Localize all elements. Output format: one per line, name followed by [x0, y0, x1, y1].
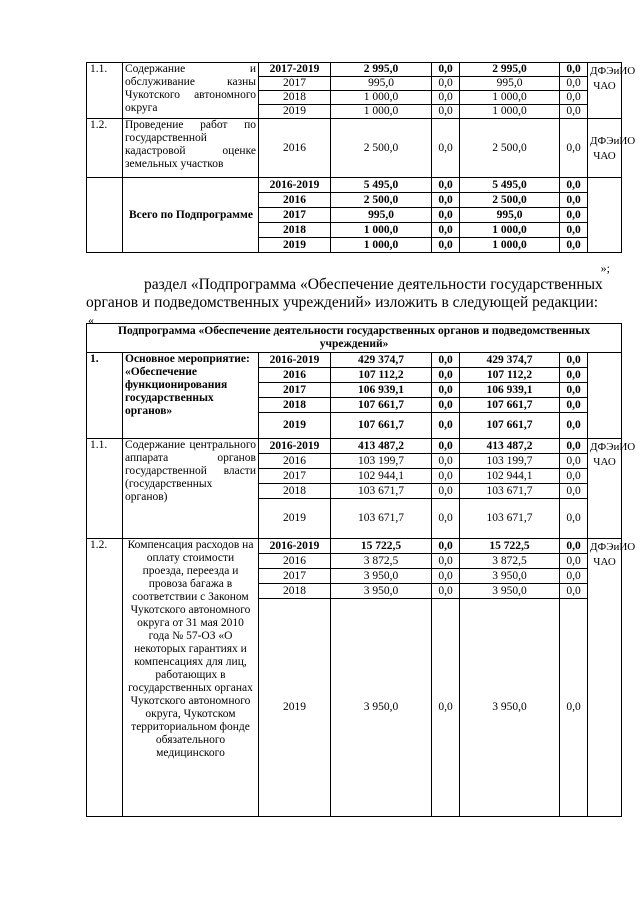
value-cell: 0,0 — [432, 193, 460, 208]
value-cell: 0,0 — [432, 539, 460, 554]
year-cell: 2017 — [259, 469, 331, 484]
year-cell: 2017 — [259, 383, 331, 398]
total-cell: 5 495,0 — [331, 178, 432, 193]
value-cell: 429 374,7 — [460, 353, 560, 368]
value-cell: 995,0 — [460, 77, 560, 91]
value-cell: 0,0 — [560, 178, 588, 193]
value-cell: 0,0 — [432, 469, 460, 484]
value-cell: 0,0 — [560, 368, 588, 383]
value-cell: 0,0 — [432, 554, 460, 569]
closing-quote: »; — [600, 261, 610, 275]
total-cell: 102 944,1 — [331, 469, 432, 484]
total-cell: 103 671,7 — [331, 484, 432, 499]
value-cell: 0,0 — [560, 539, 588, 554]
value-cell: 0,0 — [560, 454, 588, 469]
value-cell: 0,0 — [560, 105, 588, 119]
total-cell: 413 487,2 — [331, 439, 432, 454]
value-cell: 0,0 — [560, 223, 588, 238]
value-cell: 0,0 — [432, 413, 460, 439]
total-cell: 2 500,0 — [331, 193, 432, 208]
year-cell: 2017 — [259, 208, 331, 223]
value-cell: 0,0 — [560, 398, 588, 413]
value-cell: 0,0 — [432, 77, 460, 91]
row-number: 1.1. — [87, 63, 123, 119]
value-cell: 102 944,1 — [460, 469, 560, 484]
total-cell: 3 950,0 — [331, 599, 432, 817]
row-title: Содержание и обслуживание казны Чукотского автономного округа — [123, 63, 259, 119]
total-cell: 995,0 — [331, 208, 432, 223]
row-number: 1. — [87, 353, 123, 439]
value-cell: 0,0 — [432, 223, 460, 238]
value-cell: 0,0 — [432, 105, 460, 119]
value-cell: 0,0 — [432, 499, 460, 539]
total-cell: 3 950,0 — [331, 569, 432, 584]
value-cell: 3 872,5 — [460, 554, 560, 569]
row-number: 1.1. — [87, 439, 123, 539]
value-cell: 107 661,7 — [460, 398, 560, 413]
value-cell: 103 671,7 — [460, 499, 560, 539]
total-label: Всего по Подпрограмме — [123, 178, 259, 253]
row-title: Основное мероприятие: «Обеспечение функционирования государственных органов» — [123, 353, 259, 439]
year-cell: 2017 — [259, 569, 331, 584]
value-cell: 0,0 — [560, 584, 588, 599]
value-cell: 2 995,0 — [460, 63, 560, 77]
value-cell: 0,0 — [432, 569, 460, 584]
value-cell: 15 722,5 — [460, 539, 560, 554]
total-cell: 106 939,1 — [331, 383, 432, 398]
total-cell: 107 661,7 — [331, 398, 432, 413]
value-cell: 107 112,2 — [460, 368, 560, 383]
total-cell: 103 199,7 — [331, 454, 432, 469]
value-cell: 1 000,0 — [460, 238, 560, 253]
value-cell: 0,0 — [560, 469, 588, 484]
value-cell: 0,0 — [432, 439, 460, 454]
value-cell: 2 500,0 — [460, 193, 560, 208]
total-cell: 429 374,7 — [331, 353, 432, 368]
row-title: Содержание центрального аппарата органов государственной власти (государственных органов) — [123, 439, 259, 539]
opening-quote: « — [88, 313, 94, 327]
value-cell: 0,0 — [432, 178, 460, 193]
value-cell: 0,0 — [432, 383, 460, 398]
total-cell: 3 950,0 — [331, 584, 432, 599]
year-cell: 2016 — [259, 193, 331, 208]
value-cell: 0,0 — [432, 599, 460, 817]
value-cell: 2 500,0 — [460, 119, 560, 178]
executor-cell: ДФЭиИО ЧАО — [588, 439, 622, 539]
executor-cell: ДФЭиИО ЧАО — [588, 539, 622, 817]
value-cell: 1 000,0 — [460, 91, 560, 105]
value-cell: 0,0 — [560, 413, 588, 439]
value-cell: 0,0 — [560, 484, 588, 499]
value-cell: 0,0 — [560, 193, 588, 208]
executor-cell: ДФЭиИО ЧАО — [588, 63, 622, 119]
value-cell: 0,0 — [432, 584, 460, 599]
year-cell: 2018 — [259, 584, 331, 599]
row-title: Компенсация расходов на оплату стоимости проезда, переезда и провоза багажа в соответствии с Законом Чукотского автономного округа от 31 мая 2010 года № 57-ОЗ «О некоторых гарантиях и компенсациях для лиц, работающих в государственных органах Чукотского автономного округа, Чукотском территориальном фонде обязательного медицинского — [123, 539, 259, 817]
value-cell: 413 487,2 — [460, 439, 560, 454]
year-cell: 2017 — [259, 77, 331, 91]
year-cell: 2016-2019 — [259, 353, 331, 368]
value-cell: 0,0 — [560, 569, 588, 584]
year-cell: 2016 — [259, 554, 331, 569]
total-cell: 1 000,0 — [331, 238, 432, 253]
executor-cell: ДФЭиИО ЧАО — [588, 119, 622, 178]
value-cell: 103 671,7 — [460, 484, 560, 499]
year-cell: 2017-2019 — [259, 63, 331, 77]
total-cell: 107 661,7 — [331, 413, 432, 439]
row-number: 1.2. — [87, 119, 123, 178]
year-cell: 2018 — [259, 223, 331, 238]
value-cell: 0,0 — [560, 499, 588, 539]
year-cell: 2018 — [259, 484, 331, 499]
year-cell: 2019 — [259, 238, 331, 253]
total-cell: 3 872,5 — [331, 554, 432, 569]
value-cell: 0,0 — [432, 454, 460, 469]
year-cell: 2019 — [259, 499, 331, 539]
year-cell: 2018 — [259, 398, 331, 413]
year-cell: 2016-2019 — [259, 439, 331, 454]
value-cell: 5 495,0 — [460, 178, 560, 193]
value-cell: 103 199,7 — [460, 454, 560, 469]
year-cell: 2019 — [259, 105, 331, 119]
empty-cell — [588, 178, 622, 253]
value-cell: 0,0 — [432, 238, 460, 253]
total-cell: 1 000,0 — [331, 105, 432, 119]
value-cell: 3 950,0 — [460, 584, 560, 599]
value-cell: 0,0 — [560, 77, 588, 91]
year-cell: 2018 — [259, 91, 331, 105]
row-title: Проведение работ по государственной кадастровой оценке земельных участков — [123, 119, 259, 178]
table-subprogram-1 — [86, 62, 636, 253]
table-header: Подпрограмма «Обеспечение деятельности государственных органов и подведомственных учреждений» — [87, 324, 622, 353]
value-cell: 0,0 — [432, 208, 460, 223]
value-cell: 0,0 — [560, 554, 588, 569]
paragraph-line-2: органов и подведомственных учреждений» изложить в следующей редакции: — [86, 294, 599, 311]
total-cell: 1 000,0 — [331, 91, 432, 105]
value-cell: 1 000,0 — [460, 105, 560, 119]
value-cell: 0,0 — [560, 63, 588, 77]
empty-cell — [588, 353, 622, 439]
empty-cell — [87, 178, 123, 253]
value-cell: 0,0 — [560, 119, 588, 178]
table-subprogram-2 — [86, 323, 636, 817]
value-cell: 0,0 — [432, 353, 460, 368]
year-cell: 2016 — [259, 119, 331, 178]
value-cell: 0,0 — [560, 353, 588, 368]
row-number: 1.2. — [87, 539, 123, 817]
total-cell: 15 722,5 — [331, 539, 432, 554]
year-cell: 2016 — [259, 454, 331, 469]
value-cell: 3 950,0 — [460, 569, 560, 584]
total-cell: 103 671,7 — [331, 499, 432, 539]
value-cell: 106 939,1 — [460, 383, 560, 398]
value-cell: 1 000,0 — [460, 223, 560, 238]
total-cell: 1 000,0 — [331, 223, 432, 238]
value-cell: 0,0 — [560, 439, 588, 454]
value-cell: 0,0 — [432, 119, 460, 178]
year-cell: 2019 — [259, 599, 331, 817]
year-cell: 2016-2019 — [259, 539, 331, 554]
total-cell: 107 112,2 — [331, 368, 432, 383]
value-cell: 995,0 — [460, 208, 560, 223]
total-cell: 995,0 — [331, 77, 432, 91]
value-cell: 0,0 — [432, 91, 460, 105]
value-cell: 107 661,7 — [460, 413, 560, 439]
value-cell: 0,0 — [560, 599, 588, 817]
value-cell: 0,0 — [432, 63, 460, 77]
value-cell: 0,0 — [560, 208, 588, 223]
total-cell: 2 995,0 — [331, 63, 432, 77]
value-cell: 0,0 — [560, 238, 588, 253]
value-cell: 0,0 — [432, 484, 460, 499]
year-cell: 2016-2019 — [259, 178, 331, 193]
paragraph-line-1: раздел «Подпрограмма «Обеспечение деятельности государственных — [144, 276, 603, 293]
total-cell: 2 500,0 — [331, 119, 432, 178]
value-cell: 0,0 — [432, 368, 460, 383]
value-cell: 0,0 — [432, 398, 460, 413]
value-cell: 3 950,0 — [460, 599, 560, 817]
value-cell: 0,0 — [560, 91, 588, 105]
value-cell: 0,0 — [560, 383, 588, 398]
year-cell: 2016 — [259, 368, 331, 383]
year-cell: 2019 — [259, 413, 331, 439]
